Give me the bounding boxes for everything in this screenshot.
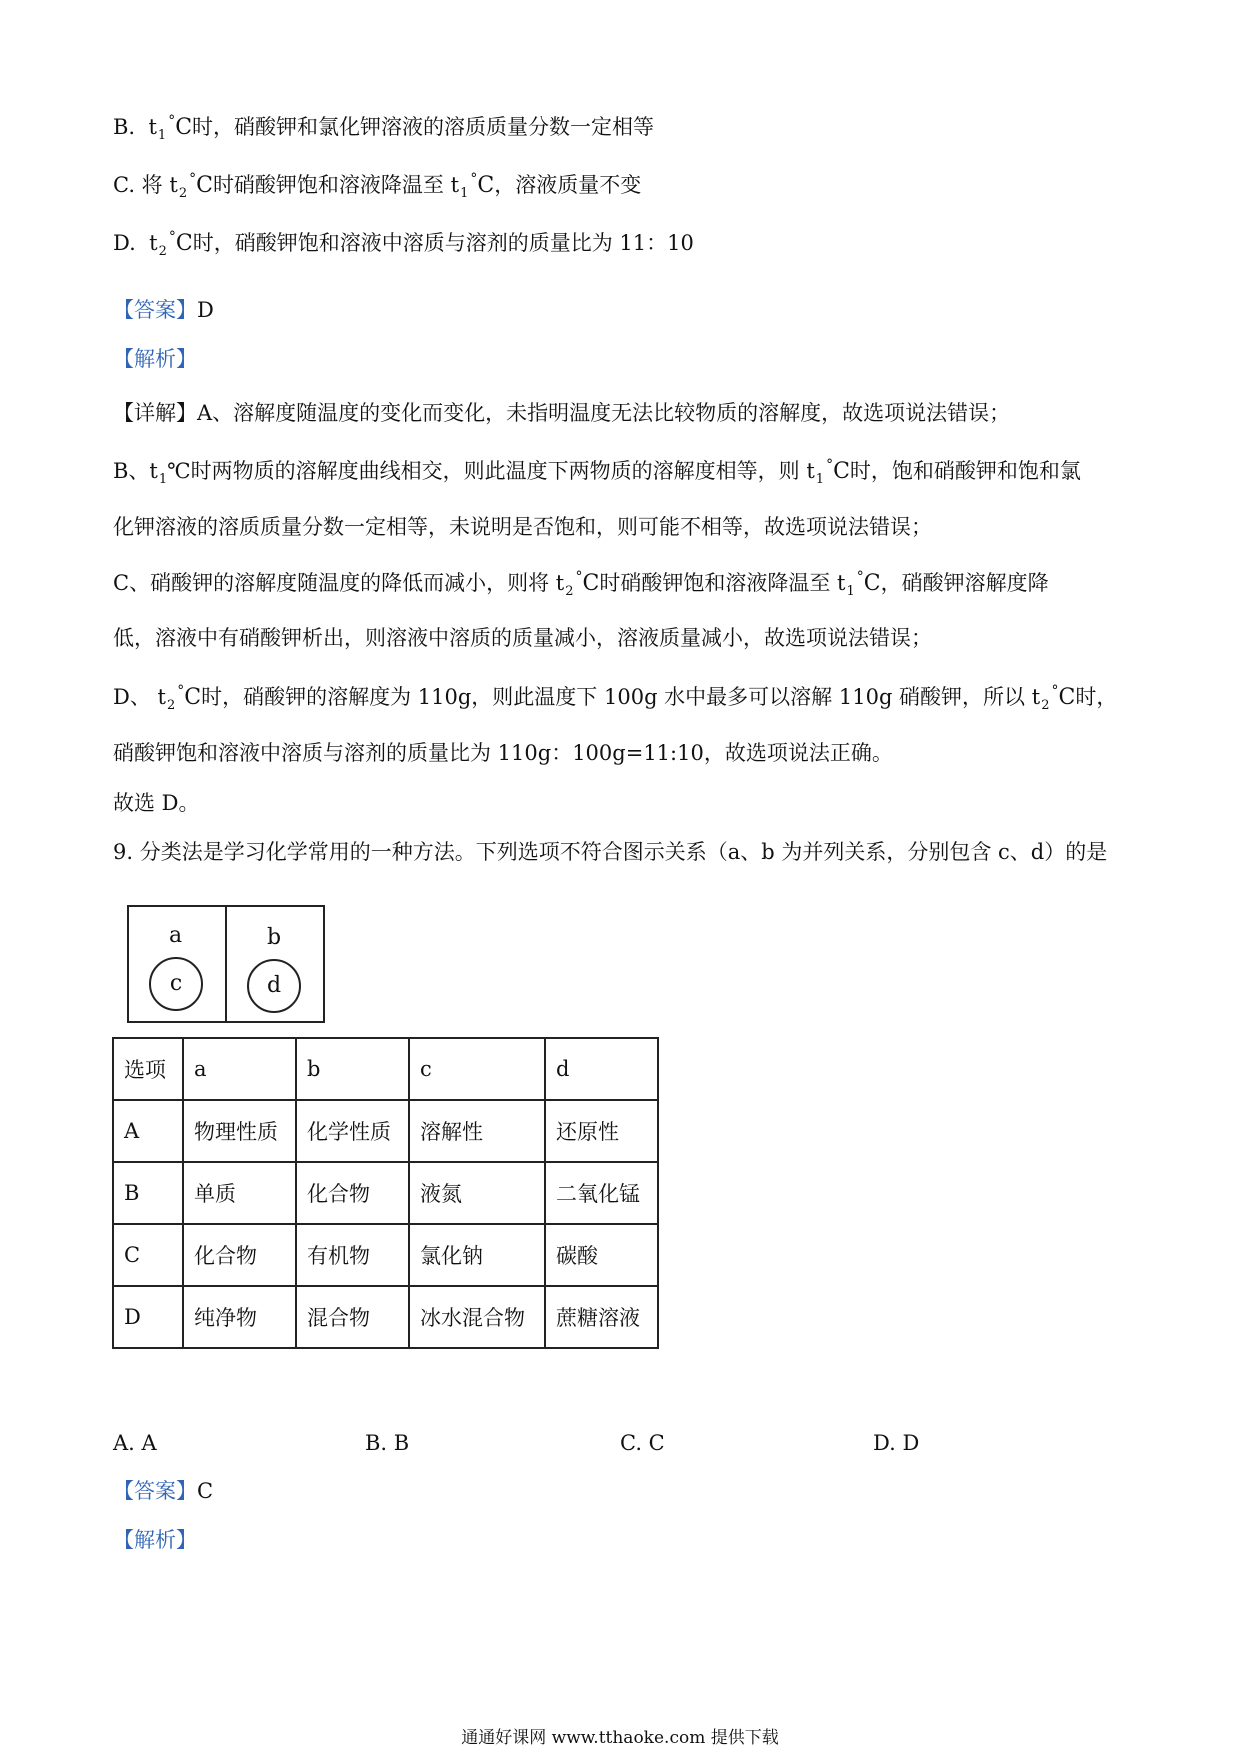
table-header-row [113,1038,658,1100]
option-label: B. [113,115,136,139]
celsius-symbol: C [175,231,193,256]
table-cell: C [113,1224,183,1286]
degree-symbol: ° [1051,683,1059,699]
temp-subscript: 2 [158,244,167,259]
table-cell: 有机物 [296,1224,409,1286]
detail-a [113,399,1010,427]
detail-choose [113,789,200,817]
table-cell: A [113,1100,183,1162]
analysis-8 [113,345,197,373]
table-header-cell: b [296,1038,409,1100]
temp-subscript: 1 [158,472,168,487]
answer-value: D [197,298,214,322]
table-cell: 物理性质 [183,1100,296,1162]
analysis-label: 【解析】 [113,347,197,371]
celsius-symbol: C [582,571,600,596]
choice-c: C. C [620,1431,665,1455]
detail-text: 故选 D。 [113,791,200,815]
diagram-circle-d [247,959,301,1013]
detail-text: 低，溶液中有硝酸钾析出，则溶液中溶质的质量减小，溶液质量减小，故选项说法错误； [113,626,932,650]
table-header-cell: 选项 [113,1038,183,1100]
table-cell: 二氧化锰 [545,1162,658,1224]
option-text: ，溶液质量不变 [494,173,642,197]
table-cell: 碳酸 [545,1224,658,1286]
table-cell: D [113,1286,183,1348]
diagram-divider [225,907,227,1021]
question-9-stem [113,838,1107,866]
diagram-label-d: d [266,973,282,998]
temp-subscript: 1 [157,128,167,143]
detail-text: ℃时两物质的溶解度曲线相交，则此温度下两物质的溶解度相等，则 [167,459,800,483]
detail-text: C、硝酸钾的溶解度随温度的降低而减小，则将 [113,571,550,595]
question-text: 9. 分类法是学习化学常用的一种方法。下列选项不符合图示关系（a、b 为并列关系，分别包含 c、d）的是 [113,840,1108,864]
table-cell: 液氮 [409,1162,545,1224]
option-text: 时，硝酸钾饱和溶液中溶质与溶剂的质量比为 11：10 [192,231,694,255]
degree-symbol: ° [168,229,176,245]
table-row [113,1286,658,1348]
table-cell: 氯化钠 [409,1224,545,1286]
table-row [113,1162,658,1224]
detail-text: ，硝酸钾溶解度降 [880,571,1049,595]
table-cell: 纯净物 [183,1286,296,1348]
celsius-symbol: C [184,685,202,710]
degree-symbol: ° [168,113,176,129]
diagram-label-c: c [169,971,183,996]
table-cell: 化合物 [183,1224,296,1286]
celsius-symbol: C [175,115,193,140]
page-footer: 通通好课网 www.tthaoke.com 提供下载 [461,1728,779,1748]
option-d [113,229,694,261]
answer-label: 【答案】 [113,298,197,322]
table-cell: 化学性质 [296,1100,409,1162]
table-cell: 单质 [183,1162,296,1224]
table-cell: 化合物 [296,1162,409,1224]
choice-b: B. B [365,1431,410,1455]
table-cell: 蔗糖溶液 [545,1286,658,1348]
temp-subscript: 2 [565,584,574,599]
temp-symbol: t [806,459,815,483]
classification-diagram [127,905,325,1023]
degree-symbol: ° [189,171,197,187]
degree-symbol: ° [856,569,864,585]
option-label: D. [113,231,136,255]
temp-symbol: t [837,571,846,595]
detail-c-line1 [113,569,1049,601]
detail-text: 时硝酸钾饱和溶液降温至 [599,571,831,595]
celsius-symbol: C [196,173,213,198]
option-label: C. 将 [113,173,163,197]
temp-symbol: t [1031,685,1041,709]
detail-label: 【详解】 [113,401,197,425]
celsius-symbol: C [1058,685,1076,710]
temp-symbol: t [149,231,158,255]
table-header-cell: d [545,1038,658,1100]
choice-a: A. A [113,1431,157,1455]
table-row [113,1224,658,1286]
option-text: 时硝酸钾饱和溶液降温至 [212,173,444,197]
detail-d-line2 [113,739,893,767]
degree-symbol: ° [575,569,583,585]
table-header-cell: a [183,1038,296,1100]
table-cell: 冰水混合物 [409,1286,545,1348]
temp-subscript: 2 [1041,698,1050,713]
table-cell: 还原性 [545,1100,658,1162]
temp-symbol: t [148,115,157,139]
table-cell: 混合物 [296,1286,409,1348]
option-c [113,171,641,203]
detail-text: B、t [113,459,158,483]
temp-symbol: t [555,571,565,595]
detail-b-line2 [113,513,932,541]
answer-label: 【答案】 [113,1479,197,1503]
option-b [113,113,654,145]
table-cell: B [113,1162,183,1224]
detail-b-line1 [113,457,1081,489]
answer-value: C [197,1479,214,1503]
table-header-cell: c [409,1038,545,1100]
celsius-symbol: C [863,571,881,596]
analysis-9 [113,1526,197,1554]
celsius-symbol: C [477,173,495,198]
diagram-label-b: b [267,925,282,950]
option-text: 时，硝酸钾和氯化钾溶液的溶质质量分数一定相等 [192,115,655,139]
detail-text: 化钾溶液的溶质质量分数一定相等，未说明是否饱和，则可能不相等，故选项说法错误； [113,515,932,539]
degree-symbol: ° [470,171,478,187]
temp-subscript: 1 [846,584,855,599]
answer-8 [113,296,214,324]
celsius-symbol: C [833,459,850,484]
analysis-label: 【解析】 [113,1528,197,1552]
detail-text: 时，饱和硝酸钾和饱和氯 [849,459,1081,483]
table-row [113,1100,658,1162]
degree-symbol: ° [177,683,185,699]
degree-symbol: ° [826,457,834,473]
detail-text: 时， [1075,685,1118,709]
temp-subscript: 1 [815,472,825,487]
diagram-label-a: a [169,923,183,948]
detail-text: A、溶解度随温度的变化而变化，未指明温度无法比较物质的溶解度，故选项说法错误； [197,401,1011,425]
choice-d: D. D [873,1431,920,1455]
detail-text: 时，硝酸钾的溶解度为 110g，则此温度下 100g 水中最多可以溶解 110g 硝酸钾，所以 [201,685,1026,709]
options-table [112,1037,659,1349]
detail-d-line1 [113,683,1117,715]
detail-text: 硝酸钾饱和溶液中溶质与溶剂的质量比为 110g：100g=11:10，故选项说法正确。 [113,741,893,765]
diagram-circle-c [149,957,203,1011]
table-cell: 溶解性 [409,1100,545,1162]
temp-subscript: 2 [166,698,176,713]
temp-symbol: t [169,173,178,197]
detail-text: D、 [113,685,151,709]
temp-subscript: 1 [460,186,469,201]
temp-symbol: t [450,173,460,197]
temp-subscript: 2 [178,186,188,201]
detail-c-line2 [113,624,932,652]
answer-9 [113,1477,213,1505]
temp-symbol: t [157,685,166,709]
